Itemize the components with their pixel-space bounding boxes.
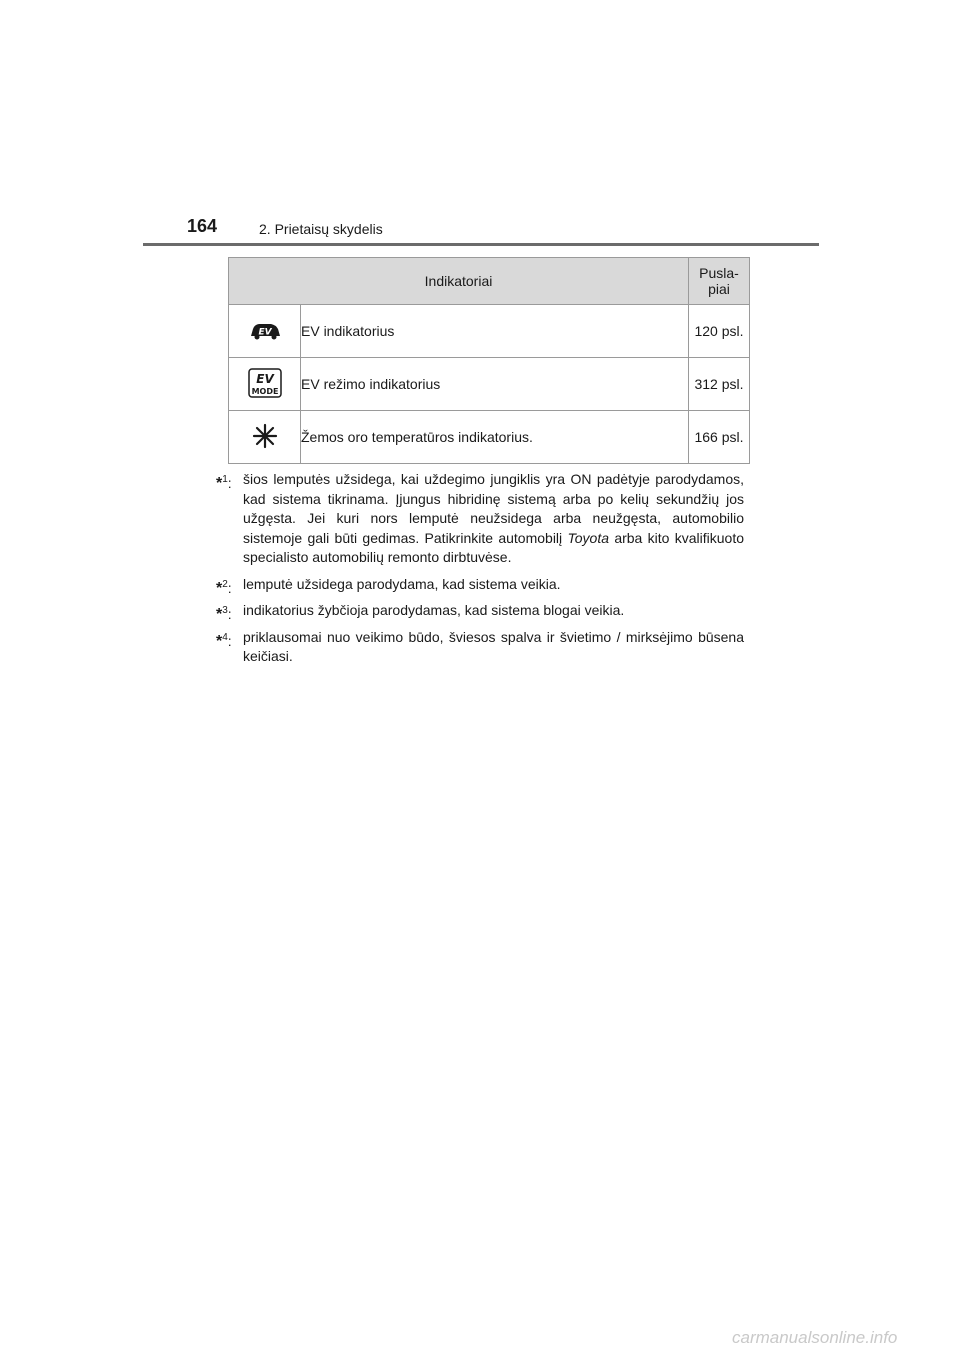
indicator-name: EV indikatorius	[301, 305, 689, 358]
footnote-text: priklausomai nuo veikimo būdo, šviesos spalva ir švietimo / mirksėjimo būsena keičiasi.	[243, 628, 744, 664]
indicator-name: EV režimo indikatorius	[301, 358, 689, 411]
footnote-1	[216, 470, 744, 568]
svg-text:EV: EV	[257, 327, 272, 337]
footnote-marker: *$^3$:	[216, 605, 232, 623]
ev-mode-icon-text-top: EV	[255, 371, 274, 386]
icon-cell	[229, 305, 301, 358]
page-number: 164	[187, 216, 218, 236]
footnote-marker: *$^1$:	[216, 474, 232, 492]
footnote-text: lemputė užsidega parodydama, kad sistema veikia.	[243, 575, 561, 592]
table-row	[229, 358, 750, 411]
watermark: carmanualsonline.info	[732, 1328, 898, 1347]
section-title: 2. Prietaisų skydelis	[259, 221, 383, 237]
footnote-marker: *$^4$:	[216, 631, 232, 650]
footnote-2	[216, 575, 744, 595]
ev-mode-indicator-icon	[248, 368, 282, 398]
ev-indicator-icon	[248, 320, 282, 340]
header-pages	[689, 258, 750, 305]
header-indicators: Indikatoriai	[229, 258, 689, 305]
page-ref: 312 psl.	[689, 358, 750, 411]
page-ref: 166 psl.	[689, 411, 750, 464]
brand-name: Toyota	[567, 529, 609, 546]
footnote-text: šios lemputės užsidega, kai uždegimo jungiklis yra ON padėtyje parodydamos, kad sistema tikrinama. Įjungus hibridinę sistemą arba po kelių sekundžių jos užgęsta. Jei kuri nors lemputė neužsidega arba neužgęsta, automobilio sistemoje gali būti gedimas. Patikrinkite automobilį Toyota arba kito kvalifikuoto specialisto automobilių remonto dirbtuvėse.	[243, 471, 745, 565]
snowflake-icon	[252, 423, 278, 449]
footnote-3	[216, 601, 744, 621]
page-ref: 120 psl.	[689, 305, 750, 358]
footnote-text: indikatorius žybčioja parodydamas, kad sistema blogai veikia.	[243, 602, 625, 618]
header-pages-line2: piai	[708, 281, 730, 297]
table-row	[229, 305, 750, 358]
ev-mode-icon-text-bottom: MODE	[251, 386, 278, 396]
icon-cell	[229, 358, 301, 411]
table-header-row	[229, 258, 750, 305]
footnote-marker: *$^2$:	[216, 578, 232, 597]
indicator-name: Žemos oro temperatūros indikatorius.	[301, 411, 689, 464]
table-row	[229, 411, 750, 464]
footnote-4	[216, 628, 744, 667]
header-rule	[143, 243, 819, 246]
header-pages-line1: Pusla-	[699, 265, 739, 281]
icon-cell	[229, 411, 301, 464]
indicator-table	[228, 257, 750, 464]
footnotes	[216, 470, 744, 674]
